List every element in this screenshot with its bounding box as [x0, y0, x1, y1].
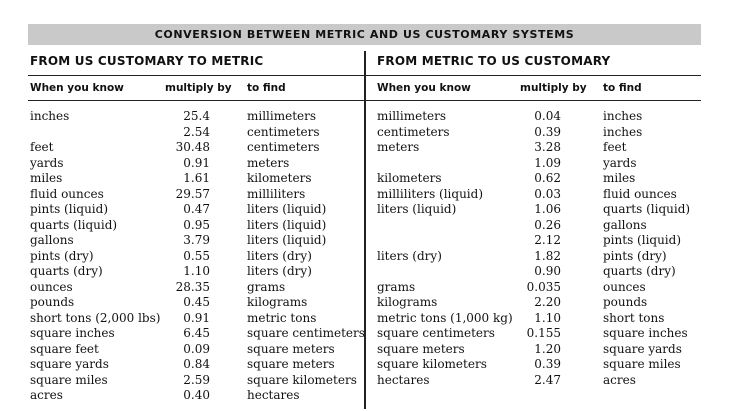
right-find-cell: square yards [603, 341, 682, 356]
right-multiply-cell: 1.06 [534, 202, 561, 216]
left-find-cell: centimeters [247, 124, 320, 139]
right-multiply-cell: 0.26 [534, 217, 561, 232]
right-know-cell: kilograms [377, 295, 438, 309]
left-multiply-cell: 0.47 [183, 202, 210, 216]
left-find-cell: liters (liquid) [247, 233, 327, 247]
table-row [0, 140, 736, 156]
left-find-cell: hectares [247, 388, 300, 402]
right-multiply-cell: 0.035 [526, 279, 561, 294]
table-row [0, 388, 736, 404]
right-section-heading: FROM METRIC TO US CUSTOMARY [377, 54, 611, 68]
right-multiply-cell: 3.28 [534, 140, 561, 154]
right-find-cell: yards [603, 155, 637, 170]
left-know-cell: square inches [30, 326, 115, 340]
right-multiply-cell: 0.39 [534, 357, 561, 371]
left-multiply-cell: 2.54 [183, 124, 210, 139]
left-multiply-cell: 2.59 [183, 372, 210, 387]
right-heading-rule [366, 75, 701, 76]
left-know-cell: fluid ounces [30, 186, 104, 201]
left-find-cell: liters (dry) [247, 248, 312, 263]
table-row [0, 249, 736, 265]
right-col-when-you-know: When you know [377, 82, 471, 94]
left-multiply-cell: 0.95 [183, 217, 210, 232]
right-know-cell: liters (dry) [377, 248, 442, 263]
table-row [0, 218, 736, 234]
right-know-cell: square meters [377, 341, 465, 356]
left-find-cell: kilometers [247, 171, 312, 185]
left-multiply-cell: 0.91 [183, 310, 210, 325]
right-multiply-cell: 0.03 [534, 186, 561, 201]
right-multiply-cell: 1.10 [534, 310, 561, 325]
table-row [0, 311, 736, 327]
right-find-cell: acres [603, 372, 636, 387]
right-find-cell: pounds [603, 295, 648, 309]
right-col-to-find: to find [603, 82, 642, 94]
left-know-cell: miles [30, 171, 63, 185]
left-know-cell: square yards [30, 357, 109, 371]
table-row [0, 295, 736, 311]
left-find-cell: liters (liquid) [247, 217, 327, 232]
left-multiply-cell: 6.45 [183, 326, 210, 340]
right-know-cell: metric tons (1,000 kg) [377, 310, 513, 325]
right-multiply-cell: 0.39 [534, 124, 561, 139]
left-find-cell: liters (liquid) [247, 202, 327, 216]
right-multiply-cell: 0.90 [534, 264, 561, 278]
left-know-cell: short tons (2,000 lbs) [30, 310, 161, 325]
left-col-to-find: to find [247, 82, 286, 94]
table-row [0, 264, 736, 280]
left-col-multiply-by: multiply by [165, 82, 232, 94]
left-find-cell: square meters [247, 341, 335, 356]
right-multiply-cell: 0.62 [534, 171, 561, 185]
left-find-cell: square kilometers [247, 372, 357, 387]
table-row [0, 373, 736, 389]
left-multiply-cell: 0.40 [183, 388, 210, 402]
right-multiply-cell: 2.12 [534, 233, 561, 247]
left-multiply-cell: 29.57 [175, 186, 210, 201]
right-multiply-cell: 0.155 [526, 326, 561, 340]
left-multiply-cell: 1.10 [183, 264, 210, 278]
left-find-cell: kilograms [247, 295, 308, 309]
right-find-cell: miles [603, 171, 636, 185]
right-find-cell: inches [603, 109, 643, 123]
table-row [0, 233, 736, 249]
left-find-cell: meters [247, 155, 290, 170]
right-multiply-cell: 0.04 [534, 109, 561, 123]
right-multiply-cell: 2.47 [534, 372, 561, 387]
left-find-cell: square meters [247, 357, 335, 371]
left-know-cell: quarts (dry) [30, 264, 103, 278]
right-find-cell: inches [603, 124, 643, 139]
left-find-cell: centimeters [247, 140, 320, 154]
left-know-cell: pints (liquid) [30, 202, 109, 216]
right-know-cell: meters [377, 140, 420, 154]
table-row [0, 125, 736, 141]
left-multiply-cell: 28.35 [175, 279, 210, 294]
right-find-cell: fluid ounces [603, 186, 677, 201]
left-multiply-cell: 3.79 [183, 233, 210, 247]
left-find-cell: grams [247, 279, 286, 294]
left-know-cell: gallons [30, 233, 74, 247]
right-find-cell: pints (dry) [603, 248, 667, 263]
right-multiply-cell: 1.09 [534, 155, 561, 170]
left-multiply-cell: 0.84 [183, 357, 210, 371]
table-row [0, 109, 736, 125]
right-find-cell: quarts (liquid) [603, 202, 691, 216]
left-section-heading: FROM US CUSTOMARY TO METRIC [30, 54, 264, 68]
right-header-rule [366, 100, 701, 101]
right-know-cell: square kilometers [377, 357, 487, 371]
left-multiply-cell: 25.4 [183, 109, 210, 123]
left-know-cell: acres [30, 388, 63, 402]
right-find-cell: feet [603, 140, 627, 154]
table-row [0, 357, 736, 373]
left-know-cell: pints (dry) [30, 248, 94, 263]
right-know-cell: liters (liquid) [377, 202, 457, 216]
left-multiply-cell: 0.45 [183, 295, 210, 309]
left-header-rule [28, 100, 364, 101]
right-col-multiply-by: multiply by [520, 82, 587, 94]
left-heading-rule [28, 75, 364, 76]
left-know-cell: yards [30, 155, 64, 170]
right-find-cell: square miles [603, 357, 681, 371]
left-know-cell: inches [30, 109, 70, 123]
table-title: CONVERSION BETWEEN METRIC AND US CUSTOMARY SYSTEMS [28, 24, 701, 45]
left-know-cell: quarts (liquid) [30, 217, 118, 232]
left-find-cell: millimeters [247, 109, 317, 123]
left-multiply-cell: 0.09 [183, 341, 210, 356]
left-multiply-cell: 0.91 [183, 155, 210, 170]
conversion-table-body [0, 109, 736, 404]
right-know-cell: millimeters [377, 109, 447, 123]
right-multiply-cell: 1.20 [534, 341, 561, 356]
table-row [0, 187, 736, 203]
table-row [0, 156, 736, 172]
left-know-cell: square miles [30, 372, 108, 387]
right-know-cell: centimeters [377, 124, 450, 139]
right-multiply-cell: 2.20 [534, 295, 561, 309]
right-know-cell: milliliters (liquid) [377, 186, 484, 201]
right-find-cell: gallons [603, 217, 647, 232]
table-row [0, 171, 736, 187]
table-row [0, 326, 736, 342]
left-multiply-cell: 1.61 [183, 171, 210, 185]
table-row [0, 342, 736, 358]
right-know-cell: hectares [377, 372, 430, 387]
right-know-cell: square centimeters [377, 326, 495, 340]
right-find-cell: ounces [603, 279, 646, 294]
right-find-cell: pints (liquid) [603, 233, 682, 247]
right-know-cell: grams [377, 279, 416, 294]
left-multiply-cell: 30.48 [175, 140, 210, 154]
left-know-cell: square feet [30, 341, 99, 356]
left-find-cell: metric tons [247, 310, 317, 325]
right-know-cell: kilometers [377, 171, 442, 185]
left-multiply-cell: 0.55 [183, 248, 210, 263]
left-col-when-you-know: When you know [30, 82, 124, 94]
left-know-cell: feet [30, 140, 54, 154]
right-find-cell: quarts (dry) [603, 264, 676, 278]
right-multiply-cell: 1.82 [534, 248, 561, 263]
table-row [0, 280, 736, 296]
left-find-cell: liters (dry) [247, 264, 312, 278]
left-know-cell: pounds [30, 295, 75, 309]
table-row [0, 202, 736, 218]
right-find-cell: square inches [603, 326, 688, 340]
left-find-cell: square centimeters [247, 326, 365, 340]
right-find-cell: short tons [603, 310, 665, 325]
left-know-cell: ounces [30, 279, 73, 294]
left-find-cell: milliliters [247, 186, 306, 201]
